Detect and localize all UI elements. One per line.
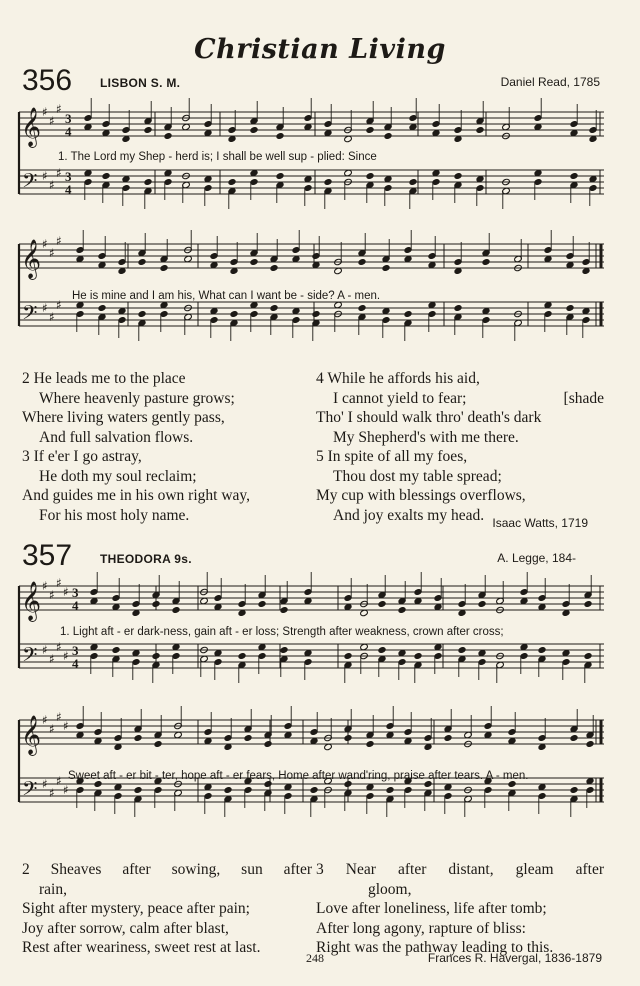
svg-text:♯: ♯ <box>49 310 55 324</box>
svg-text:𝄢: 𝄢 <box>22 169 38 197</box>
svg-text:♯: ♯ <box>56 102 62 116</box>
svg-text:♯: ♯ <box>56 774 62 788</box>
staff-system-357-1 <box>18 578 604 698</box>
staff-system-356-1 <box>18 104 604 224</box>
svg-text:3: 3 <box>65 169 72 184</box>
svg-text:♯: ♯ <box>42 237 48 251</box>
svg-text:♯: ♯ <box>63 649 69 663</box>
svg-text:𝄞: 𝄞 <box>21 581 42 621</box>
svg-text:𝄞: 𝄞 <box>21 239 42 279</box>
svg-text:♯: ♯ <box>42 169 48 183</box>
page-title: Christian Living <box>194 34 446 65</box>
svg-text:3: 3 <box>72 643 79 658</box>
svg-text:𝄢: 𝄢 <box>22 777 38 805</box>
svg-text:♯: ♯ <box>42 579 48 593</box>
svg-text:♯: ♯ <box>56 710 62 724</box>
svg-text:3: 3 <box>65 111 72 126</box>
svg-text:4: 4 <box>65 182 72 197</box>
svg-text:♯: ♯ <box>49 722 55 736</box>
svg-text:𝄞: 𝄞 <box>21 107 42 147</box>
svg-text:♯: ♯ <box>63 719 69 733</box>
hymn-number: 357 <box>22 539 73 572</box>
lyric-underlay: He is mine and I am his, What can I want be - side? A - men. <box>72 290 381 302</box>
lyric-underlay: 1. The Lord my Shep - herd is; I shall be well sup - plied: Since <box>58 151 377 163</box>
svg-text:4: 4 <box>65 124 72 139</box>
svg-text:♯: ♯ <box>56 234 62 248</box>
lyric-underlay: 1. Light aft - er dark-ness, gain aft - er loss; Strength after weakness, crown after cross; <box>60 626 504 638</box>
svg-text:♯: ♯ <box>56 166 62 180</box>
svg-text:♯: ♯ <box>63 585 69 599</box>
hymn-number: 356 <box>22 64 73 97</box>
svg-text:♯: ♯ <box>42 643 48 657</box>
svg-text:♯: ♯ <box>42 777 48 791</box>
tune-name: LISBON S. M. <box>100 76 181 90</box>
svg-text:𝄢: 𝄢 <box>22 301 38 329</box>
svg-text:♯: ♯ <box>56 298 62 312</box>
svg-text:♯: ♯ <box>56 576 62 590</box>
author: Frances R. Havergal, 1836-1879 <box>427 951 602 965</box>
tune-name: THEODORA 9s. <box>100 552 192 566</box>
svg-text:♯: ♯ <box>56 640 62 654</box>
page-number: 248 <box>306 951 324 965</box>
svg-text:♯: ♯ <box>42 105 48 119</box>
composer: A. Legge, 184- <box>497 551 576 565</box>
svg-text:𝄢: 𝄢 <box>22 643 38 671</box>
svg-text:♯: ♯ <box>49 114 55 128</box>
lyric-underlay: Sweet aft - er bit - ter, hope aft - er fears, Home after wand'ring, praise after tears. A - men. <box>68 770 529 782</box>
stanza: 3 If e'er I go astray, He doth my soul reclaim; And guides me in his own right way, For his most holy name. <box>22 448 251 524</box>
svg-text:𝄞: 𝄞 <box>21 715 42 755</box>
svg-text:♯: ♯ <box>49 652 55 666</box>
stanza: 3 Near after distant, gleam after gloom, Love after loneliness, life after tomb; After long agony, rapture of bliss: Right was the pathway leading to this. <box>316 861 604 956</box>
stanza: 2 He leads me to the place Where heavenly pasture grows; Where living waters gently pass, And full salvation flows. <box>22 370 235 446</box>
stanza: 5 In spite of all my foes, Thou dost my table spread; My cup with blessings overflows, And joy exalts my head. <box>316 448 526 524</box>
composer: Daniel Read, 1785 <box>500 75 600 89</box>
svg-text:4: 4 <box>72 656 79 671</box>
svg-text:♯: ♯ <box>42 301 48 315</box>
svg-text:4: 4 <box>72 598 79 613</box>
stanza: 2 Sheaves after sowing, sun after rain, Sight after mystery, peace after pain; Joy after sorrow, calm after blast, Rest after weariness, sweet rest at last. <box>22 861 312 956</box>
svg-text:♯: ♯ <box>49 178 55 192</box>
stanza: 4 While he affords his aid, I cannot yield to fear; [shade Tho' I should walk thro' death's dark My Shepherd's with me there. <box>316 370 604 446</box>
svg-text:♯: ♯ <box>63 783 69 797</box>
svg-text:♯: ♯ <box>49 246 55 260</box>
svg-text:3: 3 <box>72 585 79 600</box>
svg-text:♯: ♯ <box>42 713 48 727</box>
svg-text:♯: ♯ <box>49 786 55 800</box>
svg-text:♯: ♯ <box>49 588 55 602</box>
author: Isaac Watts, 1719 <box>492 516 588 530</box>
